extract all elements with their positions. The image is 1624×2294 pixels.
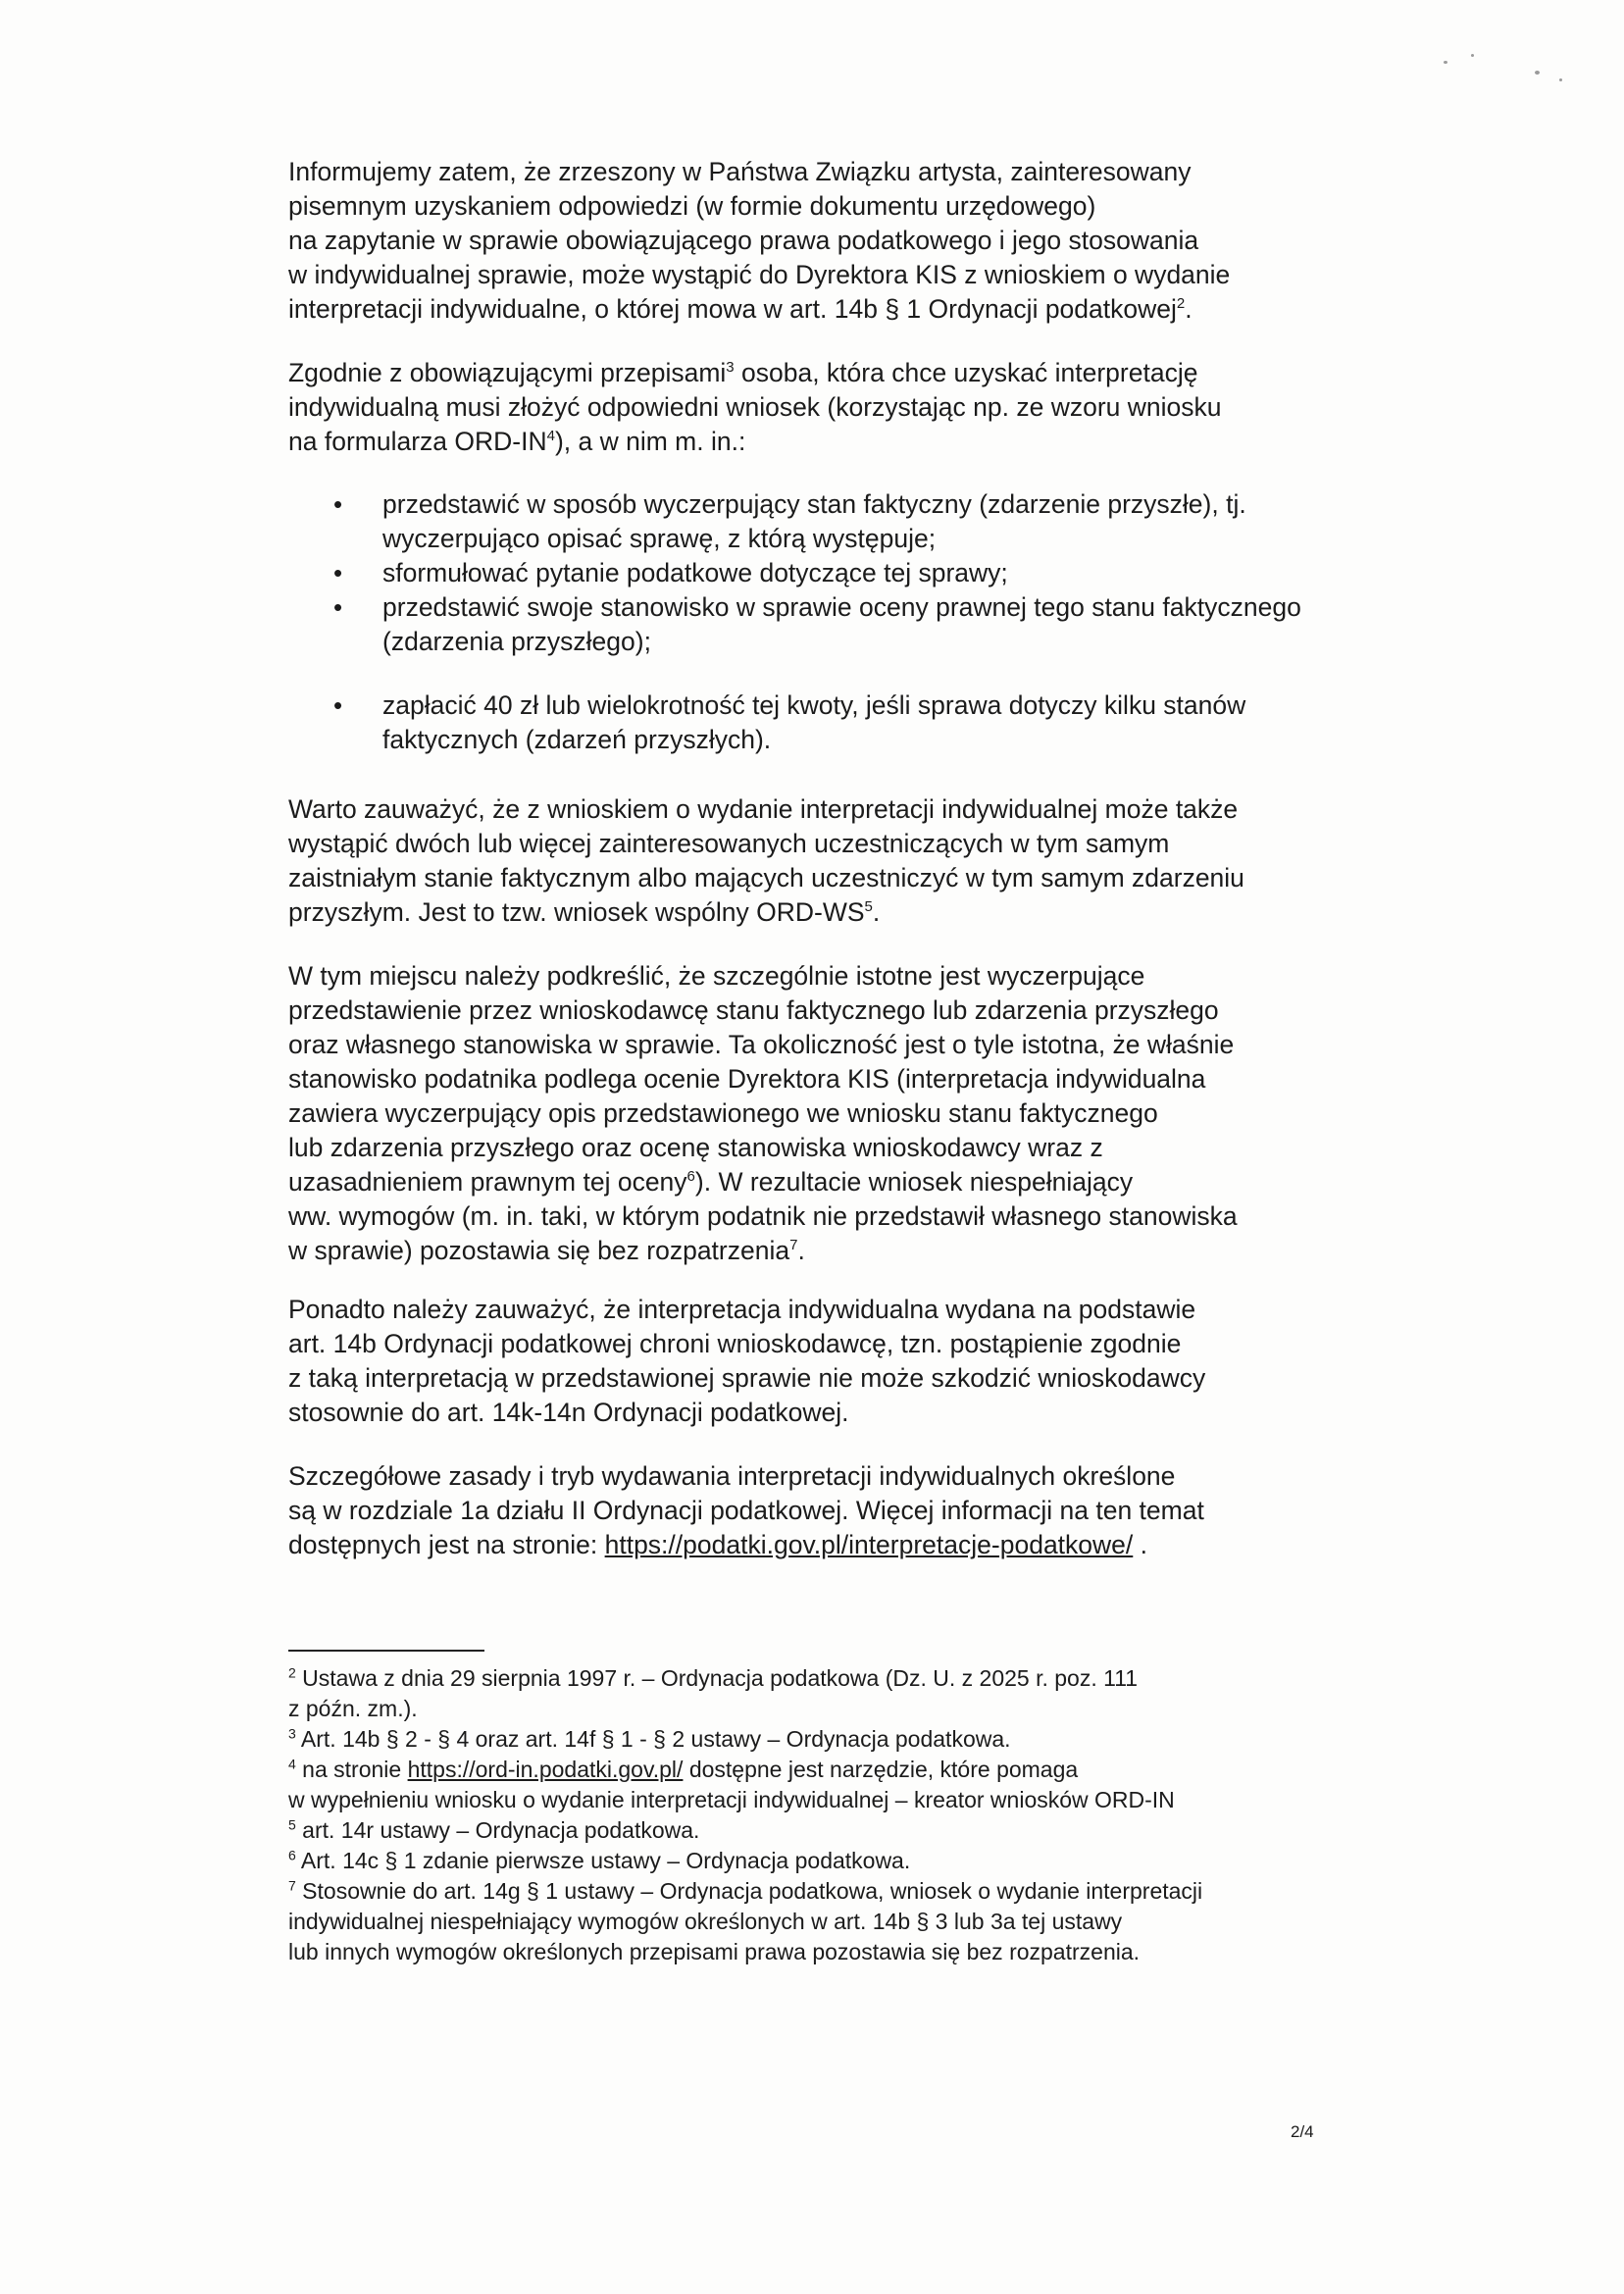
paragraph-details: Szczegółowe zasady i tryb wydawania interpretacji indywidualnych określone są w rozdziale 1a działu II Ordynacji podatkowej. Więcej informacji na ten temat dostępnych jest na stronie: https://podatki.gov.pl/interpretacje-podatkowe/ . (288, 1461, 1204, 1559)
list-item: • sformułować pytanie podatkowe dotyczące tej sprawy; (333, 556, 1324, 590)
footnote-7: $^7$ Stosownie do art. 14g § 1 ustawy – Ordynacja podatkowa, wniosek o wydanie interpretacji indywidualnej niespełniający wymogów określonych w art. 14b § 3 lub 3a tej ustawy lub innych wymogów określonych przepisami prawa pozostawia się bez rozpatrzenia. (288, 1877, 1203, 1964)
page-number: 2/4 (1291, 2122, 1314, 2141)
footnote-separator (288, 1650, 484, 1652)
scan-speck (1559, 78, 1562, 81)
footnotes (288, 1663, 1338, 1967)
footnote-3: $^3$ Art. 14b § 2 - § 4 oraz art. 14f § 1 - § 2 ustawy – Ordynacja podatkowa. (288, 1725, 1011, 1752)
paragraph-intro: Informujemy zatem, że zrzeszony w Państwa Związku artysta, zainteresowany pisemnym uzyskaniem odpowiedzi (w formie dokumentu urzędowego) na zapytanie w sprawie obowiązującego prawa podatkowego i jego stosowania w indywidualnej sprawie, może wystąpić do Dyrektora KIS z wnioskiem o wydanie interpretacji indywidualne, o której mowa w art. 14b § 1 Ordynacji podatkowej$^2$. (288, 157, 1231, 324)
footnote-4: $^4$ na stronie https://ord-in.podatki.gov.pl/ dostępne jest narzędzie, które pomaga w wypełnieniu wniosku o wydanie interpretacji indywidualnej – kreator wniosków ORD-IN (288, 1756, 1175, 1812)
footnote-ref: 4 (546, 428, 555, 445)
list-item: • przedstawić swoje stanowisko w sprawie oceny prawnej tego stanu faktycznego (zdarzenia przyszłego); (333, 590, 1324, 659)
ord-in-link[interactable]: https://ord-in.podatki.gov.pl/ (407, 1757, 684, 1782)
scan-speck (1471, 54, 1474, 57)
paragraph-joint-application: Warto zauważyć, że z wnioskiem o wydanie interpretacji indywidualnej może także wystąpić dwóch lub więcej zainteresowanych uczestniczących w tym samym zaistniałym stanie faktycznym albo mających uczestniczyć w tym samym zdarzeniu przyszłym. Jest to tzw. wniosek wspólny ORD-$WS^5$. (288, 794, 1244, 927)
footnote-ref: 2 (1176, 295, 1186, 313)
paragraph-emphasis: W tym miejscu należy podkreślić, że szczególnie istotne jest wyczerpujące przedstawienie przez wnioskodawcę stanu faktycznego lub zdarzenia przyszłego oraz własnego stanowiska w sprawie. Ta okoliczność jest o tyle istotna, że właśnie stanowisko podatnika podlega ocenie Dyrektora KIS (interpretacja indywidualna zawiera wyczerpujący opis przedstawionego we wniosku stanu faktycznego lub zdarzenia przyszłego oraz ocenę stanowiska wnioskodawcy wraz z uzasadnieniem prawnym tej oceny$^6$). W rezultacie wniosek niespełniający ww. wymogów (m. in. taki, w którym podatnik nie przedstawił własnego stanowiska w sprawie) pozostawia się bez rozpatrzenia$^7$. (288, 961, 1238, 1265)
list-item: • zapłacić 40 zł lub wielokrotność tej kwoty, jeśli sprawa dotyczy kilku stanów faktycznych (zdarzeń przyszłych). (333, 688, 1324, 757)
footnote-2: $^2$ Ustawa z dnia 29 sierpnia 1997 r. – Ordynacja podatkowa (Dz. U. z 2025 r. poz. 111 z późn. zm.). (288, 1664, 1139, 1721)
paragraph-protection: Ponadto należy zauważyć, że interpretacja indywidualna wydana na podstawie art. 14b Ordynacji podatkowej chroni wnioskodawcę, tzn. postąpienie zgodnie z taką interpretacją w przedstawionej sprawie nie może szkodzić wnioskodawcy stosownie do art. 14k-14n Ordynacji podatkowej. (288, 1295, 1206, 1427)
footnote-6: $^6$ Art. 14c § 1 zdanie pierwsze ustawy – Ordynacja podatkowa. (288, 1847, 911, 1873)
footnote-ref: 3 (726, 359, 735, 377)
footnote-ref: 7 (789, 1237, 798, 1254)
footnote-5: $^5$ art. 14r ustawy – Ordynacja podatkowa. (288, 1816, 700, 1843)
list-item: • przedstawić w sposób wyczerpujący stan faktyczny (zdarzenie przyszłe), tj. wyczerpująco opisać sprawę, z którą występuje; (333, 487, 1324, 556)
interpretations-link[interactable]: https://podatki.gov.pl/interpretacje-podatkowe/ (604, 1530, 1134, 1559)
requirements-list-continued (333, 688, 1324, 757)
requirements-list (333, 487, 1324, 659)
scan-speck (1535, 71, 1540, 75)
scan-speck (1444, 61, 1447, 64)
footnote-ref: 6 (686, 1168, 695, 1186)
paragraph-requirements: Zgodnie z obowiązującymi przepisami$^3$ osoba, która chce uzyskać interpretację indywidualną musi złożyć odpowiedni wniosek (korzystając np. ze wzoru wniosku na formularza ORD-$IN^4$), a w nim m. in.: (288, 358, 1222, 456)
footnote-ref: 5 (864, 898, 873, 916)
